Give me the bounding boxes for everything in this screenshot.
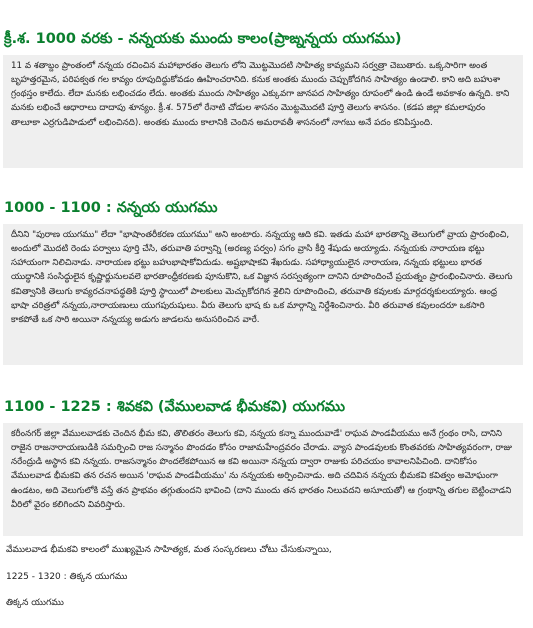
tikkana-era-range: 1225 - 1320 : తిక్కన యుగము: [6, 572, 128, 582]
section-body-shivakavi-era: కరీంనగర్ జిల్లా వేములవాడకు చెందిన భీమ కవి, తొలితరం తెలుగు కవి, నన్నయ కన్నా ముందువాడే' రాఘవ పాండవీయము అనే గ్రంథం రాసి, దానిని రాజైన రాజనారాయణుడికి సమర్పించి రాజ సన్మానం పొందడం కోసం రాజామహేంద్రవరం చేరాడు. వ్యాస పాండవులకు కొంతవరకు సాహిత్యవరంగా, రాజు నరేంద్రుడి అస్థాన కవి నన్నయ. రాజసన్మానం పొందలేకపోయిన ఆ కవి అయినా నన్నయ ద్వారా రాజుకు పరిచయం కావాలనిపిచింది. దానికోసం వేములవాడ భీమకవి తన రచన అయిన 'రాఘవ పాండవీయము' ను నన్నయకు అర్పించినాడు. అది చదివిన నన్నయ భీమకవి కవిత్వం అమోఘంగా ఉండటం, అది వెలుగులోకి వస్తే తన ప్రాభవం తగ్గుతుందని భావించి (దాని ముందు తన భారతం నిలువదని అసూయతో) ఆ గ్రంథాన్ని తగుల బెట్టించాడని వీరిలో వైరం కలిగిందని వివరిస్తారు.: [3, 423, 523, 536]
section-heading-nannaya-era: 1000 - 1100 : నన్నయ యుగము: [4, 200, 218, 216]
section-heading-shivakavi-era: 1100 - 1225 : శివకవి (వేములవాడ భీమకవి) యుగము: [4, 399, 346, 415]
vemulavada-note: వేములవాడ భీమకవి కాలంలో ముఖ్యమైన సాహిత్యక, మత సంస్కరణలు చోటు చేసుకున్నాయి,: [6, 545, 332, 555]
section-body-pre-nannaya: 11 వ శతాబ్దం ప్రాంతంలో నన్నయ రచించిన మహాభారతం తెలుగు లోని మొట్టమొదటి సాహిత్య కావ్యమని సర్వత్రా చెబుతారు. ఒక్కసారిగా అంత బృహత్తరమైన, పరిపక్వత గల కావ్యం రూపుదిద్దుకోవడం ఊహించరానిది. కనుక అంతకు ముందు చెప్పుకోదగిన సాహిత్యం ఉండాలి. కాని అది బహుశా గ్రంథస్తం కాలేదు. లేదా మనకు లభించడం లేదు. అంతకు ముందు సాహిత్యం ఎక్కువగా జానపద సాహిత్యం రూపంలో ఉండి ఉండే అవకాశం ఉన్నది. కాని మనకు లభించే ఆధారాలు దాదాపు శూన్యం. క్రీ.శ. 575లో రేనాటి చోడుల శాసనం మొట్టమొదటి పూర్తి తెలుగు శాసనం. (కడప జిల్లా కమలాపురం తాలూకా ఎర్రగుడిపాడులో లభించినది). అంతకు ముందు కాలానికి చెందిన అమరావతీ శాసనంలో నాగబు అనే పదం కనిపిస్తుంది.: [3, 55, 523, 168]
section-heading-pre-nannaya: క్రీ.శ. 1000 వరకు - నన్నయకు ముందు కాలం(ప్రాఙ్నన్నయ యుగము): [4, 31, 402, 47]
tikkana-era-label: తిక్కన యుగము: [6, 598, 64, 608]
section-body-nannaya-era: దీనిని "పురాణ యుగము" లేదా "భాషాంతరీకరణ యుగము" అని అంటారు. నన్నయ్య ఆది కవి. ఇతడు మహా భారతాన్ని తెలుగులో వ్రాయ ప్రారంభించి, అందులో మొదటి రెండు పర్వాలు పూర్తి చేసి, తరువాతి పర్వాన్ని (అరణ్య పర్వం) సగం వ్రాసి కీర్తి శేషుడు అయ్యాడు. నన్నయకు నారాయణ భట్టు సహాయంగా నిలిచినాడు. నారాయణ భట్టు బహుభాషాకోవిదుడు. అష్టభాషాకవి శేఖరుడు. సహాధ్యాయులైన నారాయణ, నన్నయ భట్టులు భారత యుద్ధానికి సంసిద్ధులైన కృష్ణార్జునులవలె భారతాంధ్రీకరణకు పూనుకొని, ఒక విజ్ఞాన సరస్వత్యంగా దానిని రూపొందించే ప్రయత్నం ప్రారంభించినారు. తెలుగు కవిత్వానికి తెలుగు కావ్యరచనాపద్ధతికి పూర్తి స్థాయిలో పాలకులు మెచ్చుకోదగిన శైలిని రూపొందించి, తరువాతి కవులకు మార్గదర్శకులయ్యారు. ఆంధ్ర భాషా చరిత్రలో నన్నయ,నారాయణులు యుగపురుషులు. వీరు తెలుగు భాష కు ఒక మార్గాన్ని నిర్దేశించినారు. వీరి తరువాత కవులందరూ ఒకసారి కాకపోతే ఒక సారి అయినా నన్నయ్య అడుగు జాడలను అనుసరించిన వారే.: [3, 224, 523, 365]
